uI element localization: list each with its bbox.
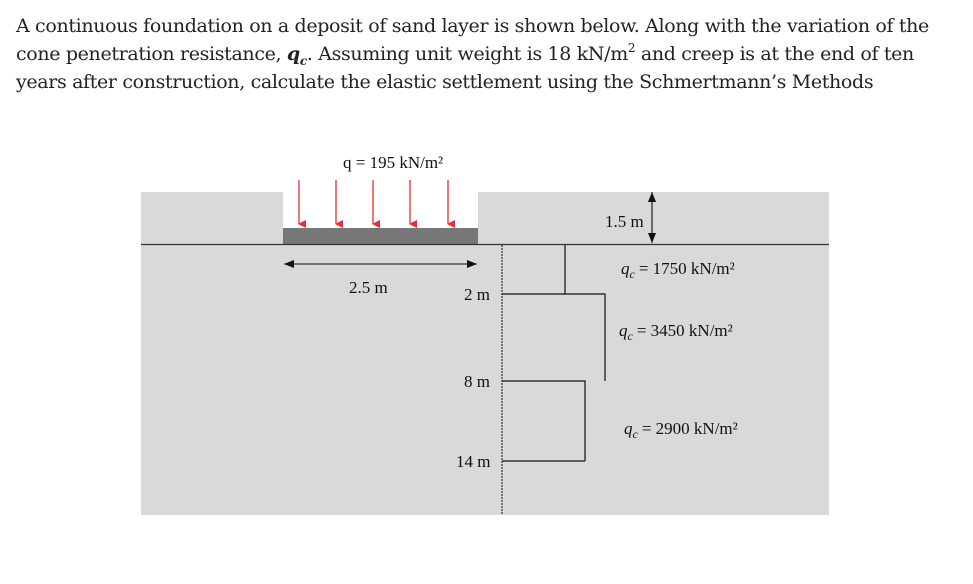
soil-surface-right [478, 192, 829, 244]
problem-line-2-start: cone penetration resistance, [16, 43, 282, 65]
qc-label-layer-3 [624, 419, 738, 441]
problem-line-2-dot: . [306, 43, 313, 65]
depth-mark-14m: 14 m [456, 452, 491, 471]
depth-mark-8m: 8 m [464, 372, 490, 391]
qc-label-symbol: q [619, 321, 628, 340]
qc-label-symbol: q [621, 259, 630, 278]
problem-line-1: A continuous foundation on a deposit of sand layer is shown below. Along with the variation of the [16, 15, 929, 37]
problem-line-3: years after construction, calculate the elastic settlement using the Schmertmann’s Methods [16, 71, 874, 93]
unit-exponent: 2 [627, 40, 636, 55]
qc-label-sub: c [629, 267, 635, 281]
qc-label-sub: c [632, 427, 638, 441]
qc-label-layer-2 [619, 321, 733, 343]
width-label: 2.5 m [349, 278, 388, 297]
qc-label-value: = 2900 kN/m² [641, 419, 738, 438]
load-label: q = 195 kN/m² [343, 153, 444, 172]
problem-line-2-middle: Assuming unit weight is 18 kN/m [318, 43, 628, 65]
depth-mark-2m: 2 m [464, 285, 490, 304]
qc-label-value: = 3450 kN/m² [636, 321, 733, 340]
load-arrows [299, 180, 448, 224]
qc-label-layer-1 [621, 259, 735, 281]
qc-label-symbol: q [624, 419, 633, 438]
depth-label: 1.5 m [605, 212, 644, 231]
qc-label-value: = 1750 kN/m² [638, 259, 735, 278]
footing [283, 228, 478, 245]
qc-label-sub: c [627, 329, 633, 343]
qc-symbol-letter: q [286, 43, 300, 65]
soil-surface-left [141, 192, 283, 244]
problem-line-2-end: and creep is at the end of ten [640, 43, 914, 65]
qc-symbol-sub: c [299, 53, 307, 68]
